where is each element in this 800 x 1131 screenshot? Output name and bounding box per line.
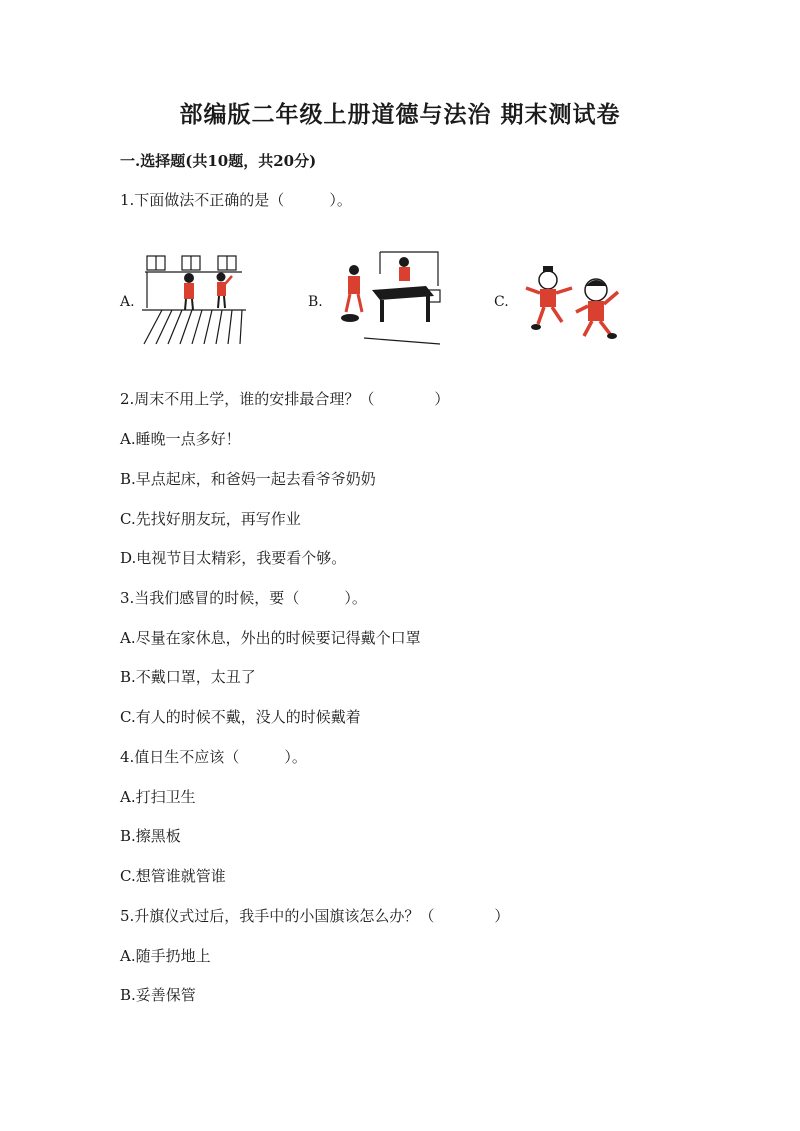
section-heading: 一.选择题(共10题，共20分) <box>120 152 317 170</box>
question-2-stem: 2.周末不用上学，谁的安排最合理？（ ） <box>120 390 450 408</box>
question-4-option-c: C.想管谁就管谁 <box>120 867 226 885</box>
fighting-kids-illustration <box>518 258 632 344</box>
option-c-label: C. <box>494 294 509 310</box>
question-4-option-a: A.打扫卫生 <box>120 788 196 806</box>
question-1-stem: 1.下面做法不正确的是（ ）。 <box>120 191 352 209</box>
question-2-option-a: A.睡晚一点多好！ <box>120 430 241 448</box>
question-5-option-a: A.随手扔地上 <box>120 947 211 965</box>
question-4-option-b: B.擦黑板 <box>120 827 181 845</box>
question-2-option-b: B.早点起床，和爸妈一起去看爷爷奶奶 <box>120 470 376 488</box>
question-2-option-c: C.先找好朋友玩，再写作业 <box>120 510 301 528</box>
option-a-label: A. <box>120 294 135 310</box>
question-1-image-options <box>120 244 640 350</box>
question-3-stem: 3.当我们感冒的时候，要（ ）。 <box>120 589 367 607</box>
page-title: 部编版二年级上册道德与法治 期末测试卷 <box>179 101 621 128</box>
question-4-stem: 4.值日生不应该（ ）。 <box>120 748 307 766</box>
question-3-option-b: B.不戴口罩，太丑了 <box>120 668 256 686</box>
question-3-option-c: C.有人的时候不戴，没人的时候戴着 <box>120 708 361 726</box>
question-3-option-a: A.尽量在家休息，外出的时候要记得戴个口罩 <box>120 629 421 647</box>
question-5-option-b: B.妥善保管 <box>120 986 196 1004</box>
cleaning-desk-illustration <box>330 246 442 346</box>
question-2-option-d: D.电视节目太精彩，我要看个够。 <box>120 549 347 567</box>
option-b-label: B. <box>308 294 323 310</box>
question-5-stem: 5.升旗仪式过后，我手中的小国旗该怎么办？（ ） <box>120 907 510 925</box>
window-climbing-illustration <box>142 252 246 346</box>
